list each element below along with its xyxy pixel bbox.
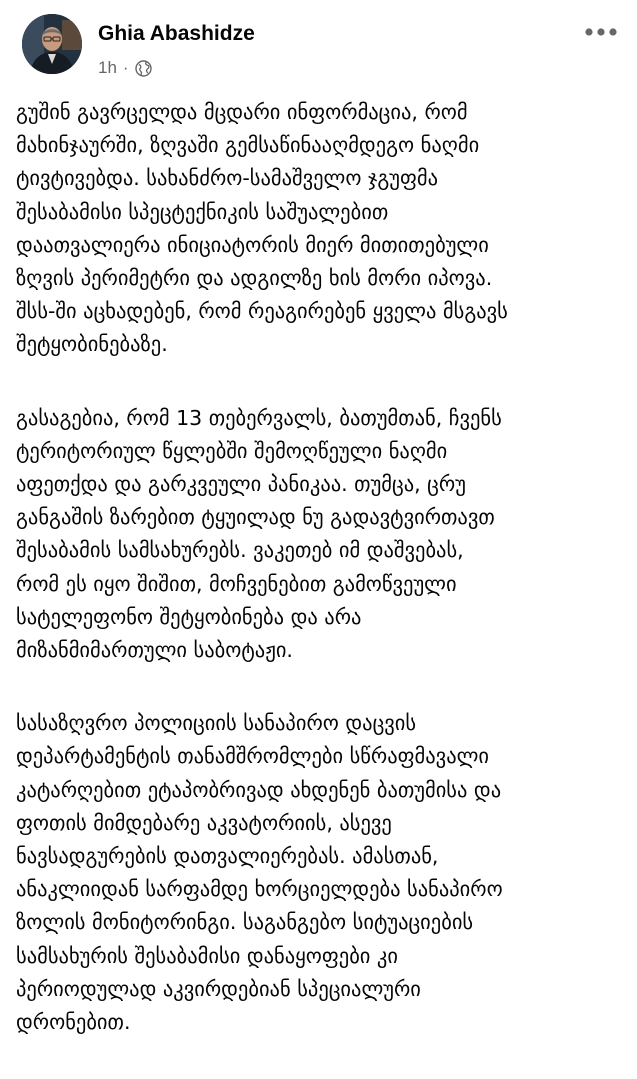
avatar[interactable] [22, 14, 82, 74]
post-paragraph-1: გუშინ გავრცელდა მცდარი ინფორმაცია, რომ მახინჯაურში, ზღვაში გემსაწინააღმდეგო ნაღმი ტივტივებდა. სახანძრო-სამაშველო ჯგუფმა შესაბამისი სპეცტექნიკის საშუალებით დაათვალიერა ინიციატორის მიერ მითითებული ზღვის პერიმეტრი და ადგილზე ხის მორი იპოვა. შსს-ში აცხადებენ, რომ რეაგირებენ ყველა მსგავს შეტყობინებაზე. [16, 100, 508, 357]
avatar-photo [22, 14, 82, 74]
post-time[interactable]: 1h [98, 58, 117, 77]
globe-icon[interactable] [135, 60, 152, 77]
more-options-button[interactable] [583, 22, 619, 42]
post-paragraph-2: გასაგებია, რომ 13 თებერვალს, ბათუმთან, ჩვენს ტერიტორიულ წყლებში შემოღწეული ნაღმი აფეთქდა და გარკვეული პანიკაა. თუმცა, ცრუ განგაშის ზარებით ტყუილად ნუ გადავტვირთავთ შესაბამის სამსახურებს. ვაკეთებ იმ დაშვებას, რომ ეს იყო შიშით, მოჩვენებით გამოწვეული სატელეფონო შეტყობინება და არა მიზანმიმართული საბოტაჟი. [16, 405, 502, 663]
meta-separator: · [122, 58, 129, 77]
post-meta [98, 58, 152, 78]
post-paragraph-3: სასაზღვრო პოლიციის სანაპირო დაცვის დეპარტამენტის თანამშრომლები სწრაფმავალი კატარღებით ეტაპობრივად ახდენენ ბათუმისა და ფოთის მიმდებარე აკვატორიის, ასევე ნავსადგურების დათვალიერებას. ამასთან, ანაკლიიდან სარფამდე ხორციელდება სანაპირო ზოლის მონიტორინგი. საგანგებო სიტუაციების სამსახურის შესაბამისი დანაყოფები კი პერიოდულად აკვირდებიან სპეციალური დრონებით. [16, 711, 503, 1035]
more-horizontal-icon [583, 22, 619, 42]
post-body [16, 96, 621, 1079]
post-header [0, 0, 637, 96]
author-name[interactable]: Ghia Abashidze [98, 22, 255, 45]
